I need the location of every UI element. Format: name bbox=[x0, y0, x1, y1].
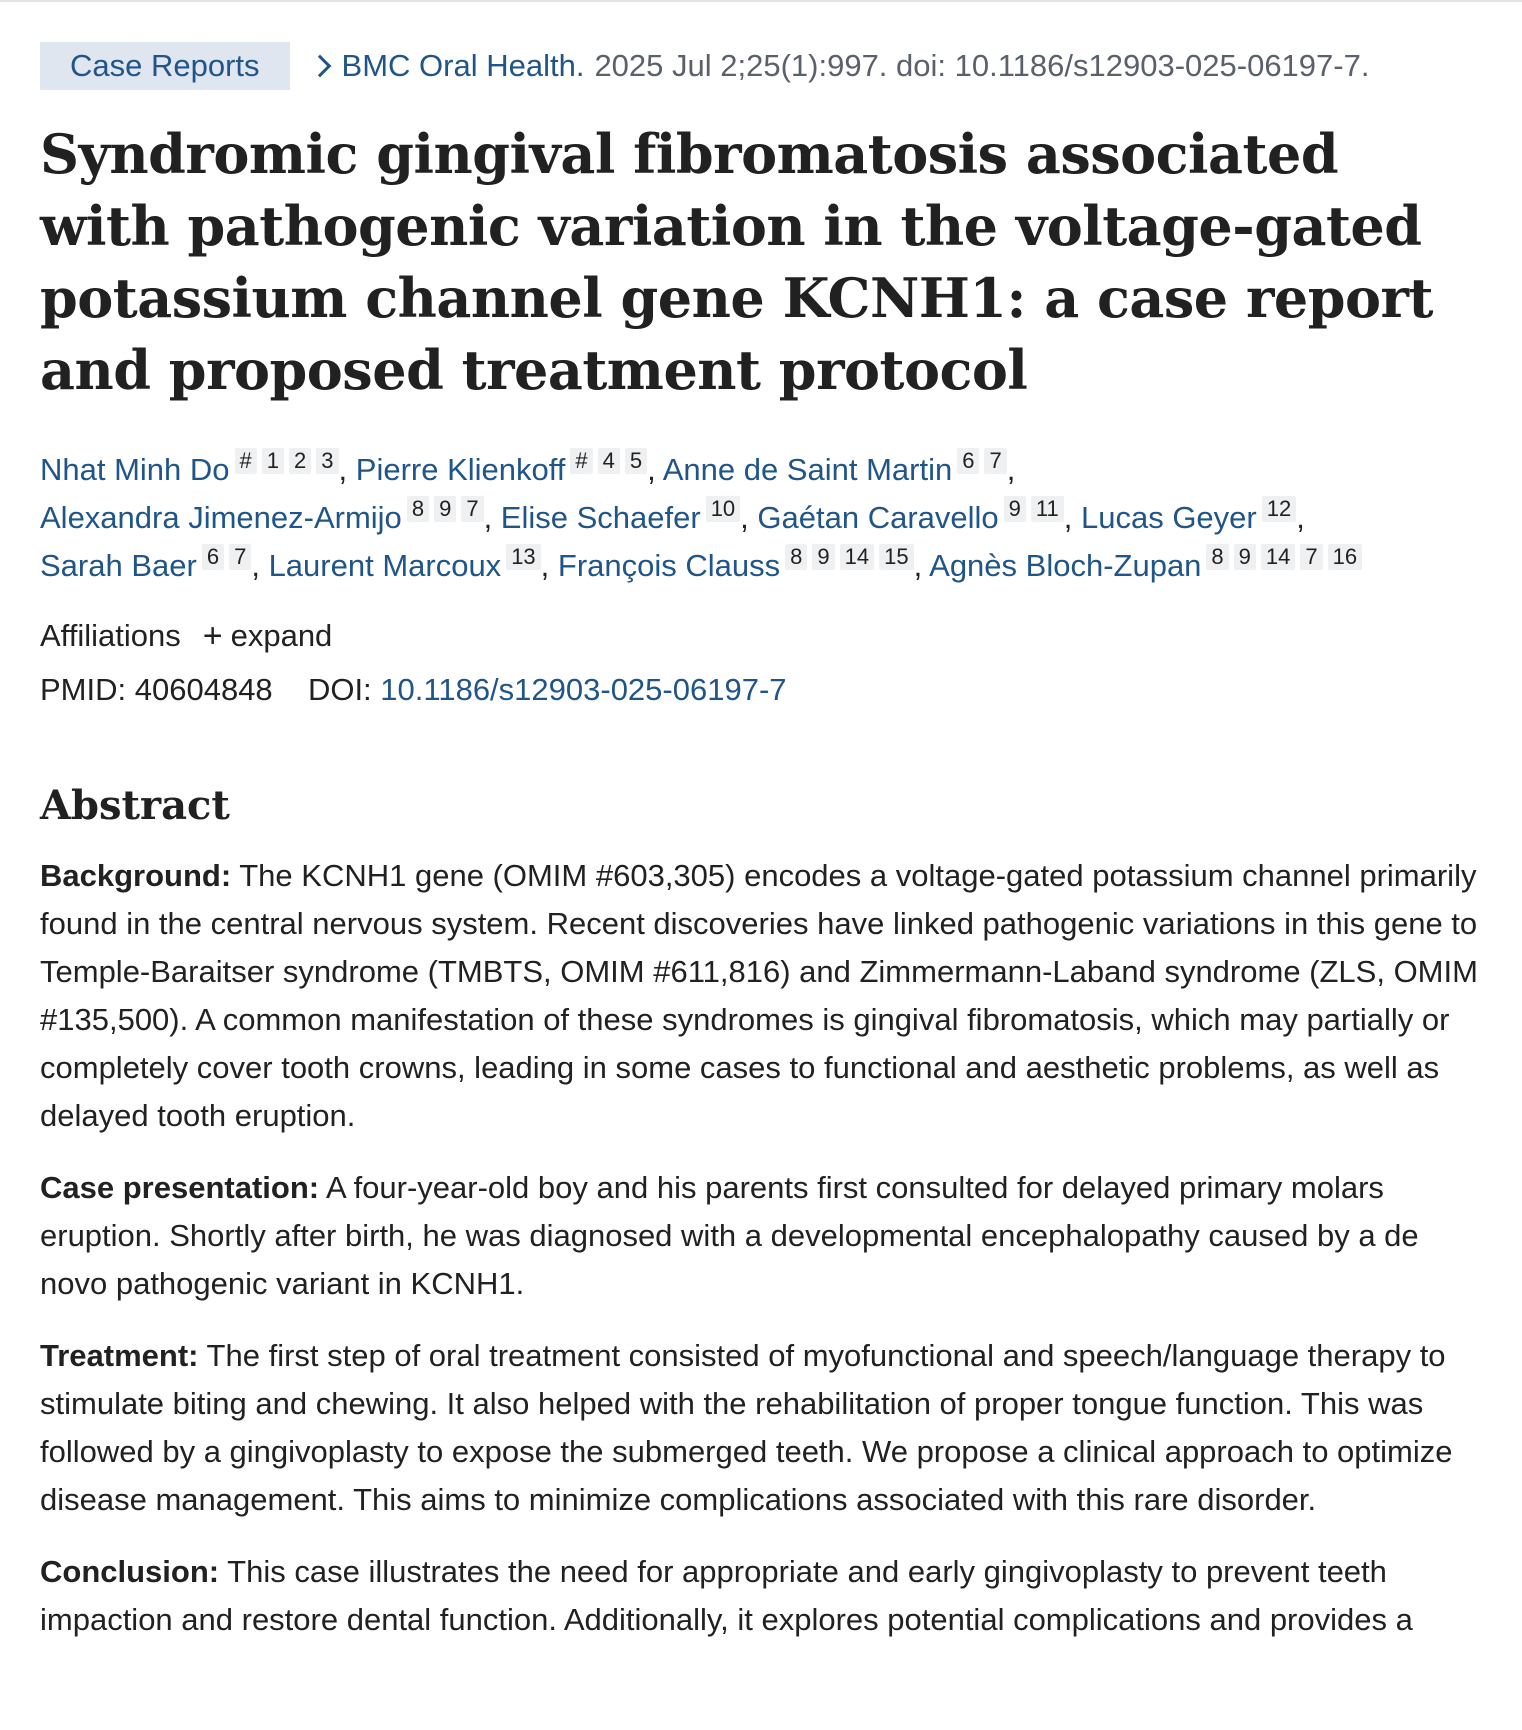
author-item bbox=[662, 448, 1007, 487]
author-item bbox=[40, 544, 251, 583]
section-text: The KCNH1 gene (OMIM #603,305) encodes a voltage-gated potassium channel primarily found in the central nervous system. Recent discoveries have linked pathogenic variations in this gene to Temple-Baraitser syndrome (TMBTS, OMIM #611,816) and Zimmermann-Laband syndrome (ZLS, OMIM #135,500). A common manifestation of these syndromes is gingival fibromatosis, which may partially or completely cover tooth crowns, leading in some cases to functional and aesthetic problems, as well as delayed tooth eruption. bbox=[40, 858, 1478, 1133]
section-text: The first step of oral treatment consisted of myofunctional and speech/language therapy to stimulate biting and chewing. It also helped with the rehabilitation of proper tongue function. This was followed by a gingivoplasty to expose the submerged teeth. We propose a clinical approach to optimize disease management. This aims to minimize complications associated with this rare disorder. bbox=[40, 1338, 1453, 1517]
doi-label: DOI: bbox=[307, 672, 372, 707]
affiliation-marker[interactable]: 8 bbox=[407, 496, 429, 522]
affiliation-marker[interactable]: 9 bbox=[434, 496, 456, 522]
plus-icon[interactable]: + bbox=[202, 617, 223, 655]
author-item bbox=[929, 544, 1362, 583]
publication-type-badge[interactable]: Case Reports bbox=[40, 42, 290, 90]
affiliation-marker[interactable]: 1 bbox=[262, 448, 284, 474]
affiliation-marker[interactable]: # bbox=[570, 448, 592, 474]
section-label: Case presentation: bbox=[40, 1170, 320, 1205]
affiliation-marker[interactable]: 15 bbox=[879, 544, 913, 570]
affiliation-marker[interactable]: 9 bbox=[1004, 496, 1026, 522]
affiliations-toggle bbox=[40, 612, 1480, 660]
affiliation-marker[interactable]: 14 bbox=[840, 544, 874, 570]
author-link[interactable]: François Clauss bbox=[557, 548, 781, 583]
abstract-background bbox=[40, 852, 1480, 1140]
affiliation-marker[interactable]: 7 bbox=[461, 496, 483, 522]
article-identifiers bbox=[40, 666, 1480, 714]
section-label: Treatment: bbox=[40, 1338, 199, 1373]
article-source-line bbox=[40, 42, 1480, 90]
affiliation-marker[interactable]: 11 bbox=[1031, 496, 1064, 522]
pmid-value: 40604848 bbox=[134, 672, 273, 707]
authors-list: Nhat Minh Do # 1 2 3 , Pierre Klienkoff # 4 5 , Anne de Saint Martin 6 7 , Alexandra Jimenez-Armijo 8 9 7 , Elise Schaefer 10 , Gaétan Caravello 9 11 , Lucas Geyer 12 , Sarah Baer 6 7 , Laurent Marcoux 13 , François Clauss 8 9 14 15 , Agnès Bloch-Zupan 8 9 14 7 16 bbox=[40, 446, 1480, 590]
author-link[interactable]: Nhat Minh Do bbox=[40, 452, 230, 487]
section-text: This case illustrates the need for appropriate and early gingivoplasty to prevent teeth impaction and restore dental function. Additionally, it explores potential complications and provides a bbox=[40, 1554, 1413, 1637]
affiliation-marker[interactable]: 3 bbox=[316, 448, 338, 474]
affiliation-marker[interactable]: 16 bbox=[1328, 544, 1362, 570]
journal-link[interactable]: BMC Oral Health. bbox=[341, 48, 585, 83]
author-link[interactable]: Anne de Saint Martin bbox=[662, 452, 953, 487]
author-link[interactable]: Pierre Klienkoff bbox=[355, 452, 566, 487]
pmid-label: PMID: bbox=[40, 672, 127, 707]
affiliation-marker[interactable]: 6 bbox=[202, 544, 224, 570]
author-link[interactable]: Laurent Marcoux bbox=[268, 548, 502, 583]
doi-link[interactable]: 10.1186/s12903-025-06197-7 bbox=[380, 672, 787, 707]
abstract-conclusion bbox=[40, 1548, 1480, 1644]
affiliation-marker[interactable]: 7 bbox=[984, 448, 1006, 474]
affiliation-marker[interactable]: 9 bbox=[1234, 544, 1256, 570]
affiliation-marker[interactable]: 7 bbox=[229, 544, 251, 570]
affiliations-label: Affiliations bbox=[40, 618, 181, 653]
author-item bbox=[268, 544, 541, 583]
section-label: Conclusion: bbox=[40, 1554, 220, 1589]
affiliation-marker[interactable]: 5 bbox=[625, 448, 647, 474]
article-title: Syndromic gingival fibromatosis associated with pathogenic variation in the voltage-gated potassium channel gene KCNH1: a case report and proposed treatment protocol bbox=[40, 122, 1433, 402]
author-item bbox=[40, 496, 484, 535]
abstract-treatment bbox=[40, 1332, 1480, 1524]
abstract-case-presentation bbox=[40, 1164, 1480, 1308]
affiliation-marker[interactable]: 13 bbox=[506, 544, 540, 570]
author-link[interactable]: Agnès Bloch-Zupan bbox=[929, 548, 1202, 583]
author-link[interactable]: Gaétan Caravello bbox=[757, 500, 999, 535]
affiliation-marker[interactable]: 8 bbox=[1206, 544, 1228, 570]
section-text: A four-year-old boy and his parents first consulted for delayed primary molars eruption. Shortly after birth, he was diagnosed with a developmental encephalopathy caused by a de novo pathogenic variant in KCNH1. bbox=[40, 1170, 1419, 1301]
author-link[interactable]: Elise Schaefer bbox=[500, 500, 701, 535]
affiliation-marker[interactable]: 7 bbox=[1300, 544, 1322, 570]
affiliation-marker[interactable]: 14 bbox=[1261, 544, 1295, 570]
affiliation-marker[interactable]: 2 bbox=[289, 448, 311, 474]
author-item bbox=[757, 496, 1063, 535]
top-divider bbox=[0, 0, 1522, 2]
expand-button[interactable]: expand bbox=[230, 618, 333, 653]
section-label: Background: bbox=[40, 858, 232, 893]
author-item bbox=[557, 544, 914, 583]
author-item bbox=[40, 448, 339, 487]
author-item bbox=[500, 496, 740, 535]
author-item bbox=[1080, 496, 1296, 535]
author-item bbox=[355, 448, 647, 487]
affiliation-marker[interactable]: 12 bbox=[1262, 496, 1296, 522]
affiliation-marker[interactable]: 6 bbox=[957, 448, 979, 474]
abstract-heading: Abstract bbox=[40, 782, 230, 829]
citation-text: 2025 Jul 2;25(1):997. doi: 10.1186/s12903-025-06197-7. bbox=[594, 48, 1370, 83]
author-link[interactable]: Sarah Baer bbox=[40, 548, 197, 583]
affiliation-marker[interactable]: 4 bbox=[598, 448, 620, 474]
author-link[interactable]: Alexandra Jimenez-Armijo bbox=[40, 500, 402, 535]
affiliation-marker[interactable]: # bbox=[235, 448, 257, 474]
chevron-right-icon bbox=[308, 55, 331, 78]
author-link[interactable]: Lucas Geyer bbox=[1080, 500, 1257, 535]
affiliation-marker[interactable]: 9 bbox=[812, 544, 834, 570]
affiliation-marker[interactable]: 10 bbox=[706, 496, 740, 522]
affiliation-marker[interactable]: 8 bbox=[785, 544, 807, 570]
article-page bbox=[40, 42, 1480, 1644]
